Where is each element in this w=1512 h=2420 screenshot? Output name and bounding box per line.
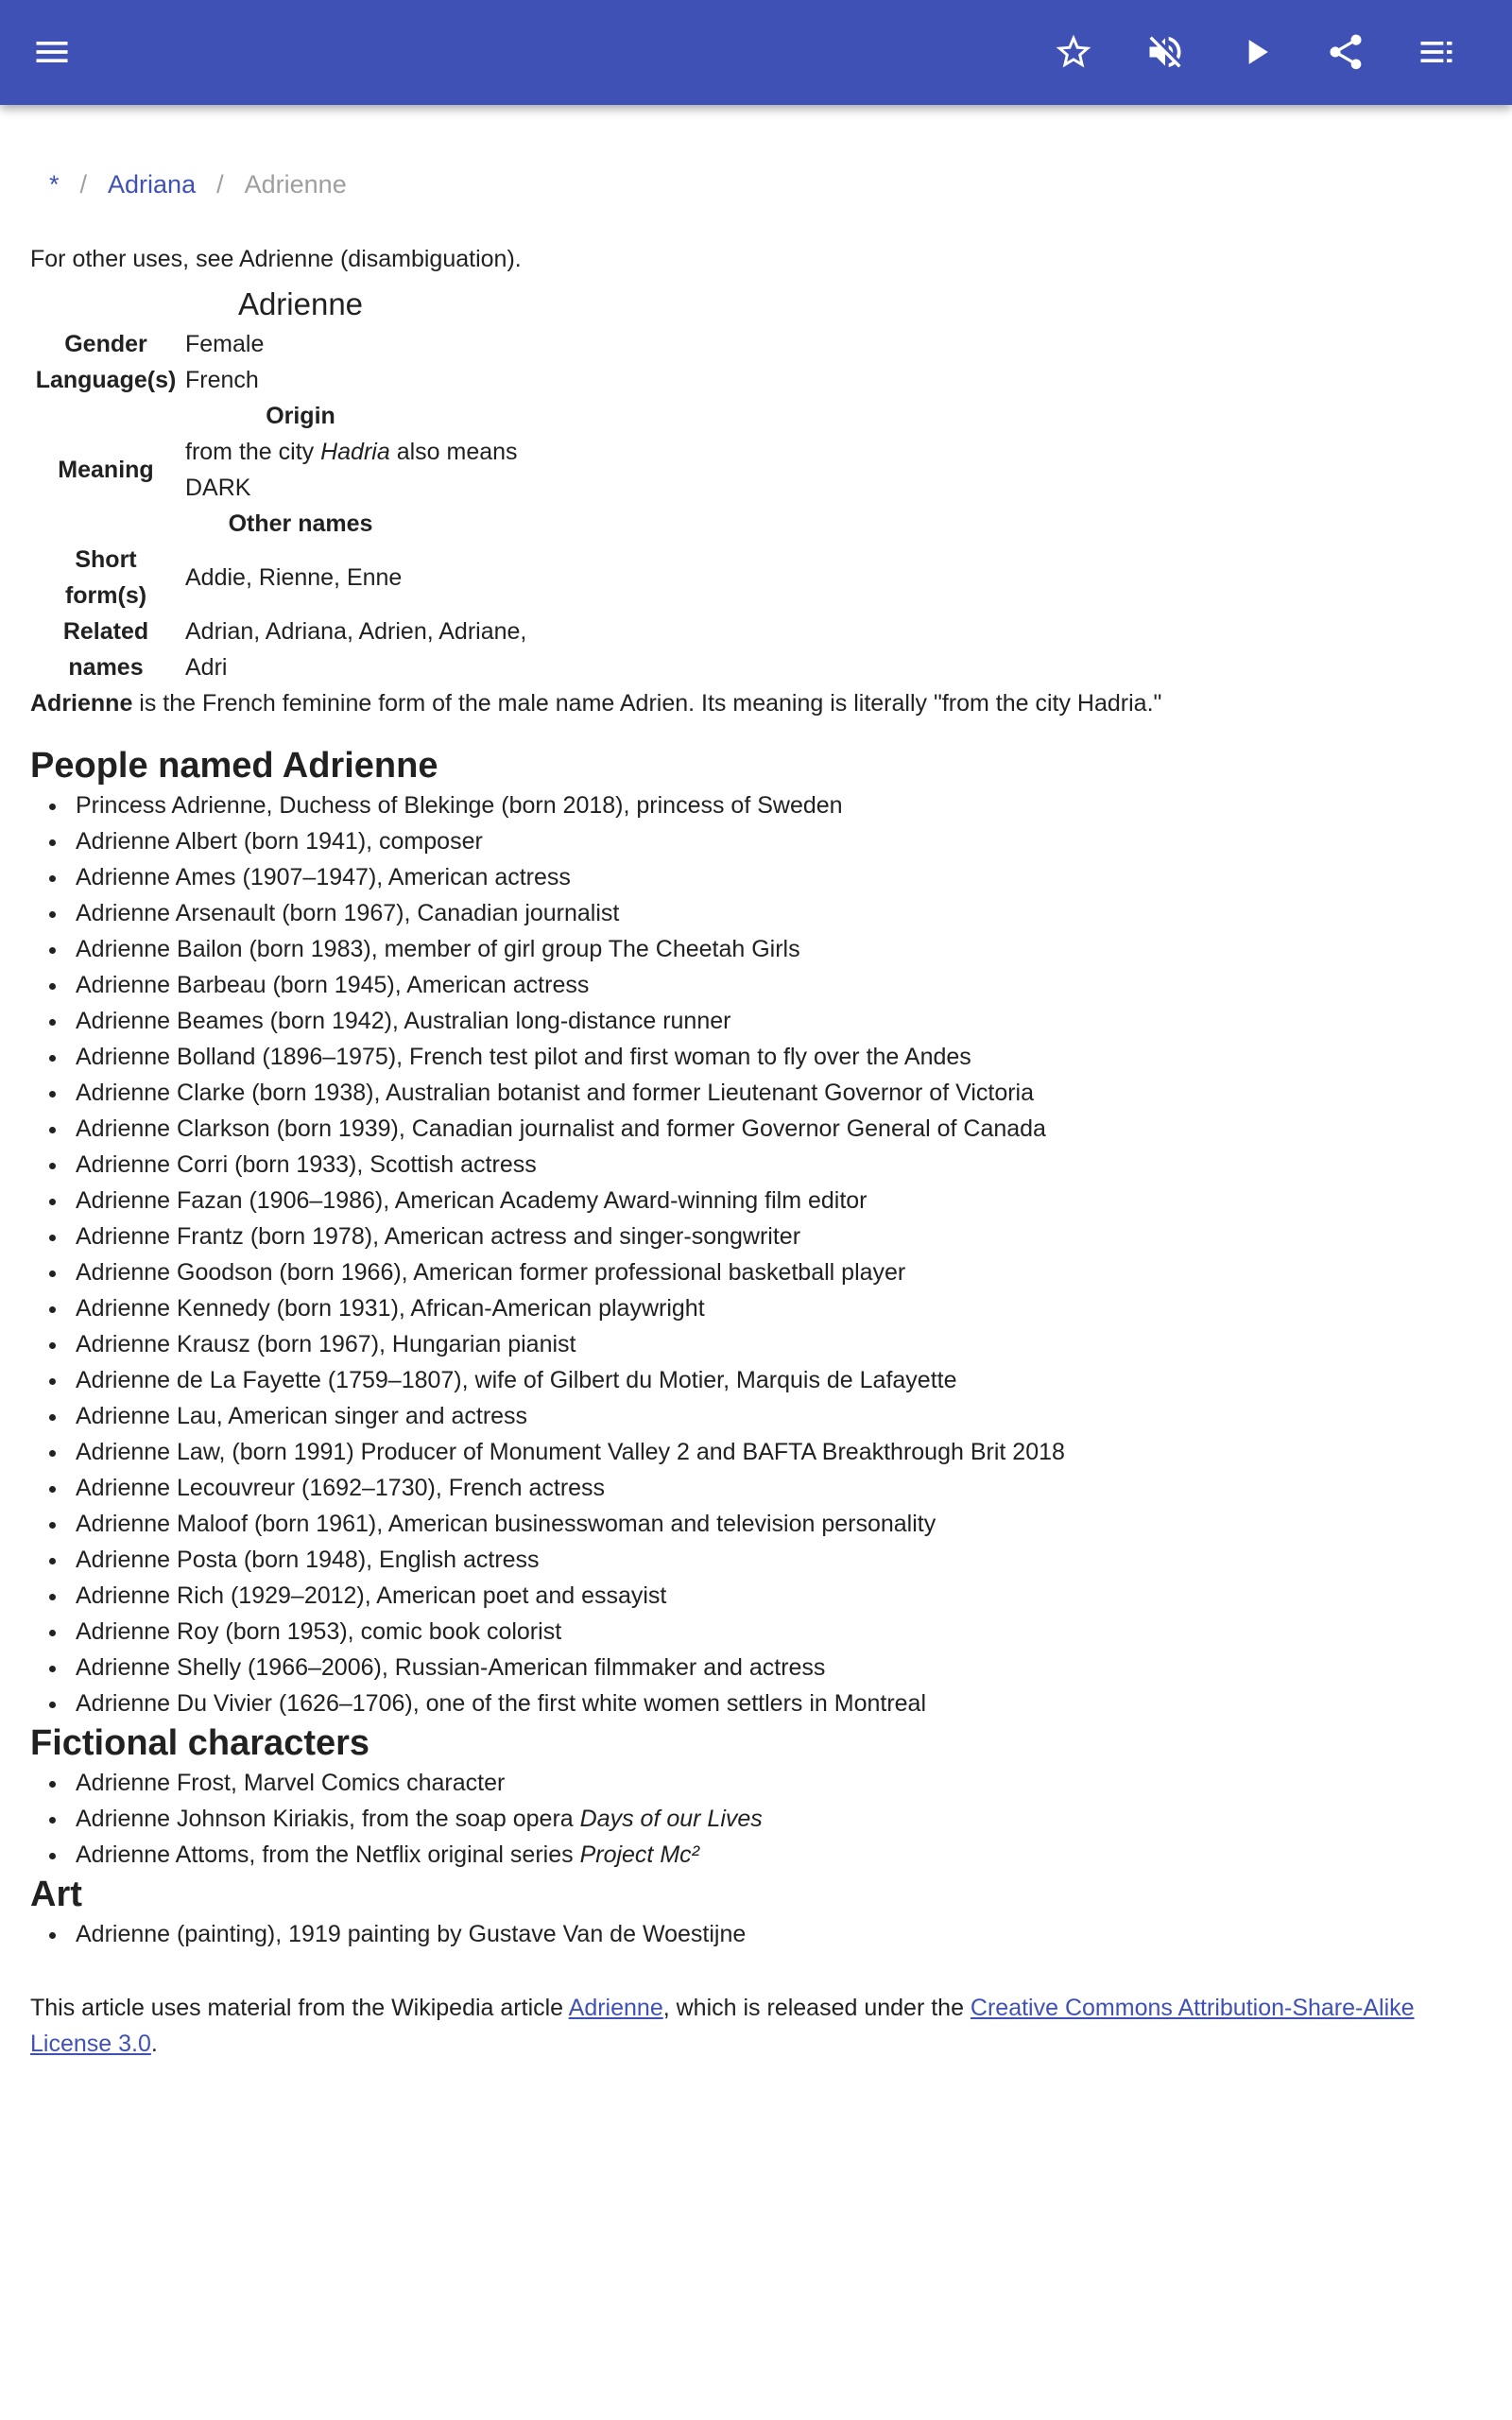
list-item [30, 1147, 1486, 1183]
menu-icon[interactable] [29, 29, 75, 75]
attribution-text: , which is released under the [662, 1995, 971, 2021]
list-item-text: Adrienne Barbeau (born 1945), American actress [76, 972, 590, 998]
wikipedia-article-link[interactable]: Adrienne [568, 1995, 663, 2021]
article [30, 241, 1486, 2062]
list-item [30, 1685, 1486, 1721]
list-item-text: Adrienne Shelly (1966–2006), Russian-American filmmaker and actress [76, 1654, 826, 1681]
fictional-heading: Fictional characters [30, 1723, 370, 1763]
list-item [30, 1837, 1486, 1873]
meaning-label: Meaning [58, 457, 154, 483]
star-icon[interactable] [1051, 29, 1096, 75]
app-bar [0, 0, 1512, 105]
breadcrumb-root[interactable]: * [49, 170, 60, 199]
list-item-text: Adrienne Posta (born 1948), English actress [76, 1547, 540, 1573]
list-item-text: Adrienne Goodson (born 1966), American former professional basketball player [76, 1259, 906, 1286]
list-item [30, 1326, 1486, 1362]
origin-header: Origin [266, 403, 335, 429]
list-item [30, 1650, 1486, 1685]
list-item-text: Adrienne Maloof (born 1961), American businesswoman and television personality [76, 1511, 936, 1537]
related-names-label: Related names [62, 618, 149, 681]
intro-bold: Adrienne [30, 690, 133, 717]
list-item-text: Princess Adrienne, Duchess of Blekinge (born 2018), princess of Sweden [76, 792, 843, 819]
list-item-text: Adrienne Frantz (born 1978), American actress and singer-songwriter [76, 1223, 801, 1250]
list-item [30, 1219, 1486, 1254]
breadcrumb-adriana[interactable]: Adriana [108, 170, 197, 199]
list-item [30, 787, 1486, 823]
hatnote: For other uses, see Adrienne (disambiguation). [30, 246, 522, 272]
language-value: French [185, 367, 259, 393]
list-item-text: Adrienne Rich (1929–2012), American poet and essayist [76, 1582, 667, 1609]
list-item [30, 931, 1486, 967]
meaning-value [181, 434, 571, 506]
language-label: Language(s) [35, 367, 177, 393]
fictional-list [30, 1765, 1486, 1873]
infobox [30, 281, 571, 685]
gender-value: Female [185, 331, 265, 357]
list-item-text: Adrienne Beames (born 1942), Australian long-distance runner [76, 1008, 731, 1034]
list-item [30, 1183, 1486, 1219]
list-item [30, 1075, 1486, 1111]
list-item [30, 1003, 1486, 1039]
play-icon[interactable] [1233, 29, 1279, 75]
list-item-text: Adrienne Bolland (1896–1975), French test pilot and first woman to fly over the Andes [76, 1044, 971, 1070]
breadcrumb [49, 170, 347, 199]
list-item-text: Adrienne de La Fayette (1759–1807), wife of Gilbert du Motier, Marquis de Lafayette [76, 1367, 957, 1393]
list-item-text: Adrienne Clarkson (born 1939), Canadian journalist and former Governor General of Canada [76, 1115, 1046, 1142]
list-item [30, 967, 1486, 1003]
mute-icon[interactable] [1143, 29, 1188, 75]
list-item [30, 1765, 1486, 1801]
list-item [30, 1290, 1486, 1326]
list-item-text: Adrienne Arsenault (born 1967), Canadian journalist [76, 900, 620, 926]
people-list [30, 787, 1486, 1721]
list-item-text: Adrienne Fazan (1906–1986), American Academy Award-winning film editor [76, 1187, 868, 1214]
list-item-text: Adrienne Corri (born 1933), Scottish actress [76, 1151, 537, 1178]
list-item [30, 1398, 1486, 1434]
breadcrumb-current: Adrienne [244, 170, 347, 199]
list-item-italic: Days of our Lives [579, 1806, 763, 1832]
attribution-text: This article uses material from the Wikipedia article [30, 1995, 569, 2021]
list-item [30, 1362, 1486, 1398]
attribution-text: . [150, 2031, 158, 2057]
meaning-italic: Hadria [320, 439, 390, 465]
list-item-text: Adrienne Du Vivier (1626–1706), one of the first white women settlers in Montreal [76, 1690, 927, 1717]
breadcrumb-separator: / [216, 170, 224, 199]
meaning-text: also means DARK [185, 439, 518, 501]
list-item [30, 1801, 1486, 1837]
breadcrumb-separator: / [79, 170, 88, 199]
list-item [30, 823, 1486, 859]
list-item [30, 1614, 1486, 1650]
list-item [30, 1506, 1486, 1542]
list-item [30, 859, 1486, 895]
list-item-text: Adrienne Frost, Marvel Comics character [76, 1770, 506, 1796]
share-icon[interactable] [1323, 29, 1368, 75]
list-item-text: Adrienne Ames (1907–1947), American actress [76, 864, 571, 890]
list-item [30, 1542, 1486, 1578]
list-item [30, 1039, 1486, 1075]
other-names-header: Other names [228, 510, 373, 537]
list-item [30, 1111, 1486, 1147]
list-item-text: Adrienne Clarke (born 1938), Australian botanist and former Lieutenant Governor of Victoria [76, 1080, 1035, 1106]
playlist-icon[interactable] [1414, 29, 1459, 75]
people-heading: People named Adrienne [30, 746, 438, 786]
list-item-text: Adrienne Johnson Kiriakis, from the soap opera [76, 1806, 580, 1832]
attribution [30, 1990, 1486, 2062]
related-names-value: Adrian, Adriana, Adrien, Adriane, Adri [185, 618, 527, 681]
meaning-text: from the city [185, 439, 321, 465]
intro-paragraph [30, 685, 1486, 721]
list-item-text: Adrienne Roy (born 1953), comic book colorist [76, 1618, 562, 1645]
license-link[interactable]: Creative Commons Attribution-Share-Alike License 3.0 [30, 1995, 1415, 2057]
list-item-text: Adrienne Attoms, from the Netflix original series [76, 1841, 580, 1868]
short-forms-label: Short form(s) [64, 546, 147, 609]
list-item-text: Adrienne Kennedy (born 1931), African-American playwright [76, 1295, 705, 1322]
list-item-text: Adrienne Lau, American singer and actress [76, 1403, 528, 1429]
list-item [30, 1254, 1486, 1290]
list-item-italic: Project Mc² [579, 1841, 699, 1868]
infobox-title: Adrienne [237, 286, 364, 321]
list-item-text: Adrienne Lecouvreur (1692–1730), French actress [76, 1475, 606, 1501]
short-forms-value: Addie, Rienne, Enne [185, 564, 403, 591]
list-item [30, 1916, 1486, 1952]
list-item-text: Adrienne Law, (born 1991) Producer of Monument Valley 2 and BAFTA Breakthrough Brit 2018 [76, 1439, 1065, 1465]
art-list [30, 1916, 1486, 1952]
list-item-text: Adrienne Albert (born 1941), composer [76, 828, 483, 855]
gender-label: Gender [64, 331, 147, 357]
list-item [30, 1578, 1486, 1614]
list-item [30, 1470, 1486, 1506]
list-item-text: Adrienne Bailon (born 1983), member of girl group The Cheetah Girls [76, 936, 800, 962]
list-item [30, 895, 1486, 931]
list-item-text: Adrienne (painting), 1919 painting by Gustave Van de Woestijne [76, 1921, 747, 1947]
art-heading: Art [30, 1875, 82, 1914]
list-item-text: Adrienne Krausz (born 1967), Hungarian pianist [76, 1331, 576, 1357]
list-item [30, 1434, 1486, 1470]
intro-text: is the French feminine form of the male name Adrien. Its meaning is literally "from the city Hadria." [132, 690, 1162, 717]
